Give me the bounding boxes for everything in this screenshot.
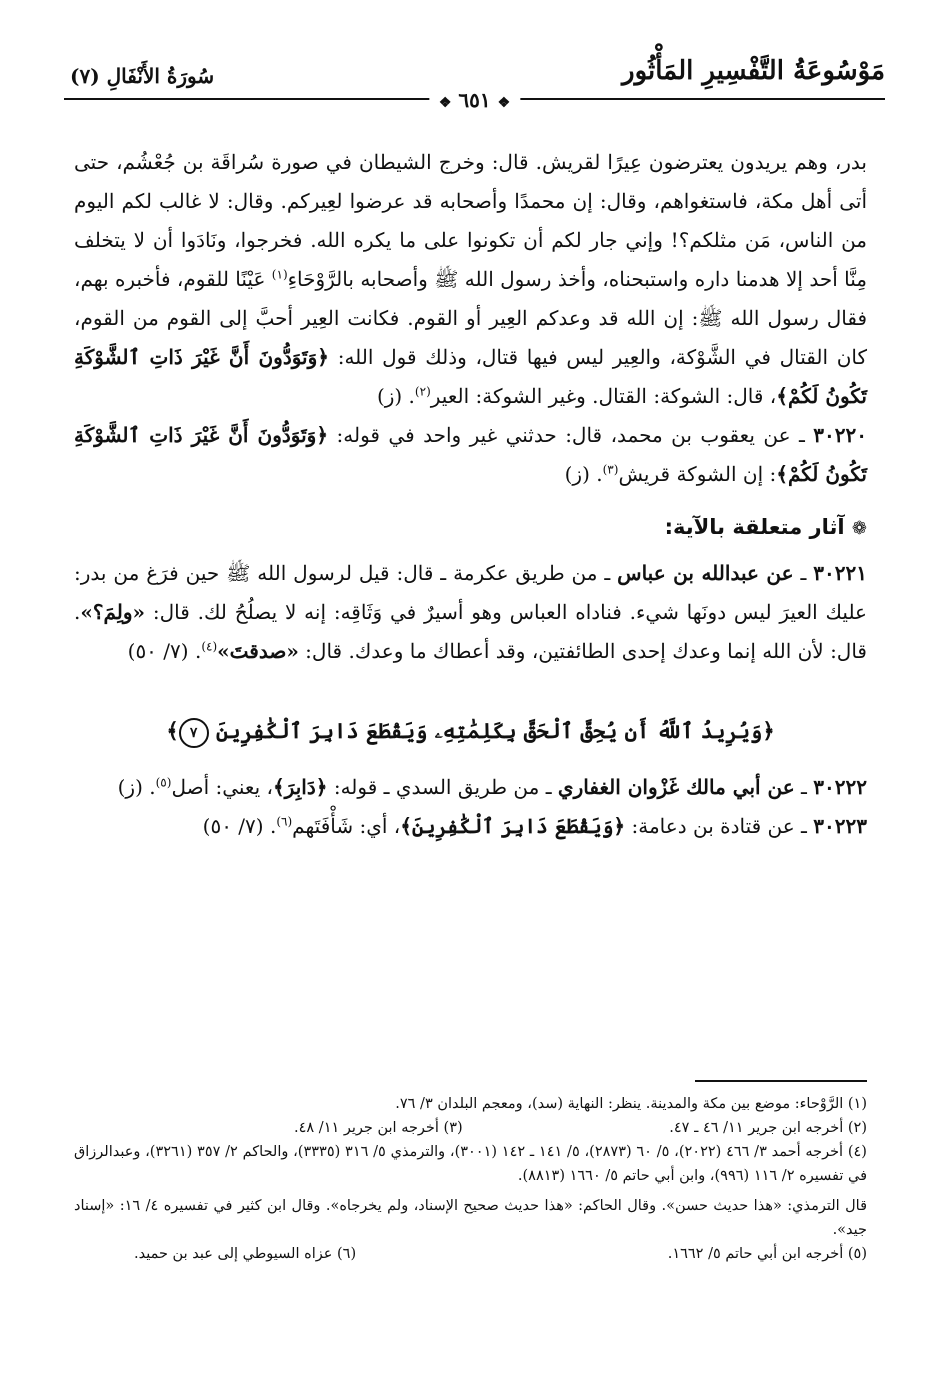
ornament-icon: ❖ [497,95,511,111]
page-header [64,50,885,112]
footnote-1: (١) الرَّوْحاء: موضع بين مكة والمدينة. ينظر: النهاية (سد)، ومعجم البلدان ٣/ ٧٦. [395,1096,867,1112]
text-run: . (ز) [117,775,156,799]
footnote-row [74,1242,867,1266]
hadith-number: ٣٠٢٢٢ [813,775,867,799]
verse-text: ﴿وَيُرِيدُ ٱللَّهُ أَن يُحِقَّ ٱلْحَقَّ بِكَلِمَٰتِهِۦ وَيَقْطَعَ دَابِرَ ٱلْكَٰفِرِينَ [215,718,775,743]
text-run: ـ عن قتادة بن دعامة: [625,814,814,838]
footnotes [74,1092,867,1266]
footnote-ref: (٤) [201,639,218,654]
text-run: ـ من طريق عكرمة ـ قال: قيل لرسول الله ﷺ حين فرَغ من بدر: عليك العيرَ ليس دونَها شيء. فناداه العباس وهو أسيرٌ في وَثَاقِه: إنه لا يصلُحُ لك. قال: [74,561,867,624]
book-title: مَوْسُوعَةُ التَّفْسِيرِ المَأْثُور [622,56,885,86]
text-run: ، قال: الشوكة: القتال. وغير الشوكة: العير [430,384,777,408]
text-run: : إن الشوكة قريش [618,462,777,486]
footnote-2: (٢) أخرجه ابن جرير ١١/ ٤٦ ـ ٤٧. [669,1120,867,1136]
quoted-word: «صدقتَ» [217,639,299,663]
quoted-word: «ولِمَ؟» [80,600,146,624]
quran-quote: ﴿وَتَوَدُّونَ أَنَّ غَيْرَ ذَاتِ ٱلشَّوْكَةِ تَكُونُ لَكُمْ﴾ [74,345,867,408]
hadith-number: ٣٠٢٢٣ [813,814,867,838]
hadith-30220 [74,416,867,494]
verse-number-icon: ٧ [179,718,209,748]
ornament-icon: ❖ [438,95,452,111]
text-run: بدر، وهم يريدون يعترضون عِيرًا لقريش. قال: وخرج الشيطان في صورة سُراقَة بن جُعْشُم، حتى أتى أهل مكة، فاستغواهم، وقال: إن محمدًا وأصحابه قد عرضوا لعِيركم. وقال: لا غالب لكم اليوم من الناس، مَن مثلكم؟! وإني جار لكم أن تكونوا على ما يكره الله. فخرجوا، ونَادَوا أن لا يتخلف مِنَّا أحد إلا هدمنا داره واستبحناه، وأخذ رسول الله ﷺ وأصحابه بالرَّوْحَاءِ [74,150,867,291]
footnote-ref: (١) [271,267,288,282]
hadith-30222: ٣٠٢٢٢ ـ عن أبي مالك غَزْوان الغفاري ـ من طريق السدي ـ قوله: ﴿دَابِرَ﴾، يعني: أصل$^{(٥)}$. (ز) [117,775,867,799]
text-run: . (٧/ ٥٠) [127,639,202,663]
footnote-ref: (٦) [276,814,293,829]
footnote-ref: (٥) [155,775,172,790]
page-number-box [429,88,520,112]
footnote-5: (٥) أخرجه ابن أبي حاتم ٥/ ١٦٦٢. [667,1246,867,1262]
text-run: عَيْنًا للقوم، فأخبره بهم، فقال رسول الله ﷺ: إن الله قد وعدكم العِير أو القوم. فكانت العِير أحبَّ إلى القوم من القوم، كان القتال في الشَّوْكة، والعِير ليس فيها قتال، وذلك قول الله: [74,267,868,369]
text-run: ، أي: شَأْفَتَهم [292,814,401,838]
text-run: ـ عن يعقوب بن محمد، قال: حدثني غير واحد في قوله: [328,423,814,447]
footnote-6: (٦) عزاه السيوطي إلى عبد بن حميد. [134,1246,357,1262]
narrator: عن أبي مالك غَزْوان الغفاري [557,775,795,799]
section-heading-text: آثار متعلقة بالآية: [664,515,845,539]
footnote-rule [695,1080,867,1082]
flower-icon: ❁ [851,518,867,539]
footnote-row [74,1116,867,1140]
page-number: ٦٥١ [458,88,491,112]
footnote-4-comment: قال الترمذي: «هذا حديث حسن». وقال الحاكم: «هذا حديث صحيح الإسناد، ولم يخرجاه». وقال ابن كثير في تفسيره ٤/ ١٦: «إسناد جيد». [74,1198,868,1238]
hadith-number: ٣٠٢٢٠ [813,423,867,447]
text-run: . (ز) [376,384,415,408]
hadith-30223 [74,807,867,846]
quran-verse [74,711,867,750]
text-run: . قال: لأن الله إنما وعدك إحدى الطائفتين، وقد أعطاك ما وعدك. قال: [74,600,867,663]
footnote-3: (٣) أخرجه ابن جرير ١١/ ٤٨. [294,1120,463,1136]
quran-quote: ﴿دَابِرَ﴾ [272,775,328,799]
text-run: . (٧/ ٥٠) [202,814,277,838]
narrator: عن عبدالله بن عباس [617,561,794,585]
surah-title: سُورَةُ الأَنْفَالِ (٧) [70,64,215,88]
text-run: ، يعني: أصل [171,775,273,799]
footnote-ref: (٣) [602,462,619,477]
hadith-30221: ٣٠٢٢١ ـ عن عبدالله بن عباس ـ من طريق عكرمة ـ قال: قيل لرسول الله ﷺ حين فرَغ من بدر: عليك العيرَ ليس دونَها شيء. فناداه العباس وهو أسيرٌ في وَثَاقِه: إنه لا يصلُحُ لك. قال: «ولِمَ؟». قال: لأن الله إنما وعدك إحدى الطائفتين، وقد أعطاك ما وعدك. قال: «صدقتَ»$^{(٤)}$. (٧/ ٥٠) [74,561,867,663]
quran-quote: ﴿وَتَوَدُّونَ أَنَّ غَيْرَ ذَاتِ ٱلشَّوْكَةِ تَكُونُ لَكُمْ﴾ [74,423,867,486]
main-text [74,143,867,846]
section-heading [74,508,867,548]
footnote-ref: (٢) [414,384,431,399]
hadith-number: ٣٠٢٢١ [813,561,867,585]
footnote-4: (٤) أخرجه أحمد ٣/ ٤٦٦ (٢٠٢٢)، ٥/ ٦٠ (٢٨٧٣)، ٥/ ١٤١ ـ ١٤٢ (٣٠٠١)، والترمذي ٥/ ٣١٦ (٣٣٣٥)، والحاكم ٢/ ٣٥٧ (٣٢٦١)، وعبدالرزاق في تفسيره ٢/ ١١٦ (٩٩٦)، وابن أبي حاتم ٥/ ١٦٦٠ (٨٨١٣). [74,1144,867,1184]
quran-quote: ﴿وَيَقْطَعَ دَابِرَ ٱلْكَٰفِرِينَ﴾ [400,814,626,838]
text-run: ـ من طريق السدي ـ قوله: [327,775,558,799]
text-run: . (ز) [564,462,603,486]
verse-bracket: ﴾ [166,718,179,743]
paragraph-continuation [74,143,867,416]
